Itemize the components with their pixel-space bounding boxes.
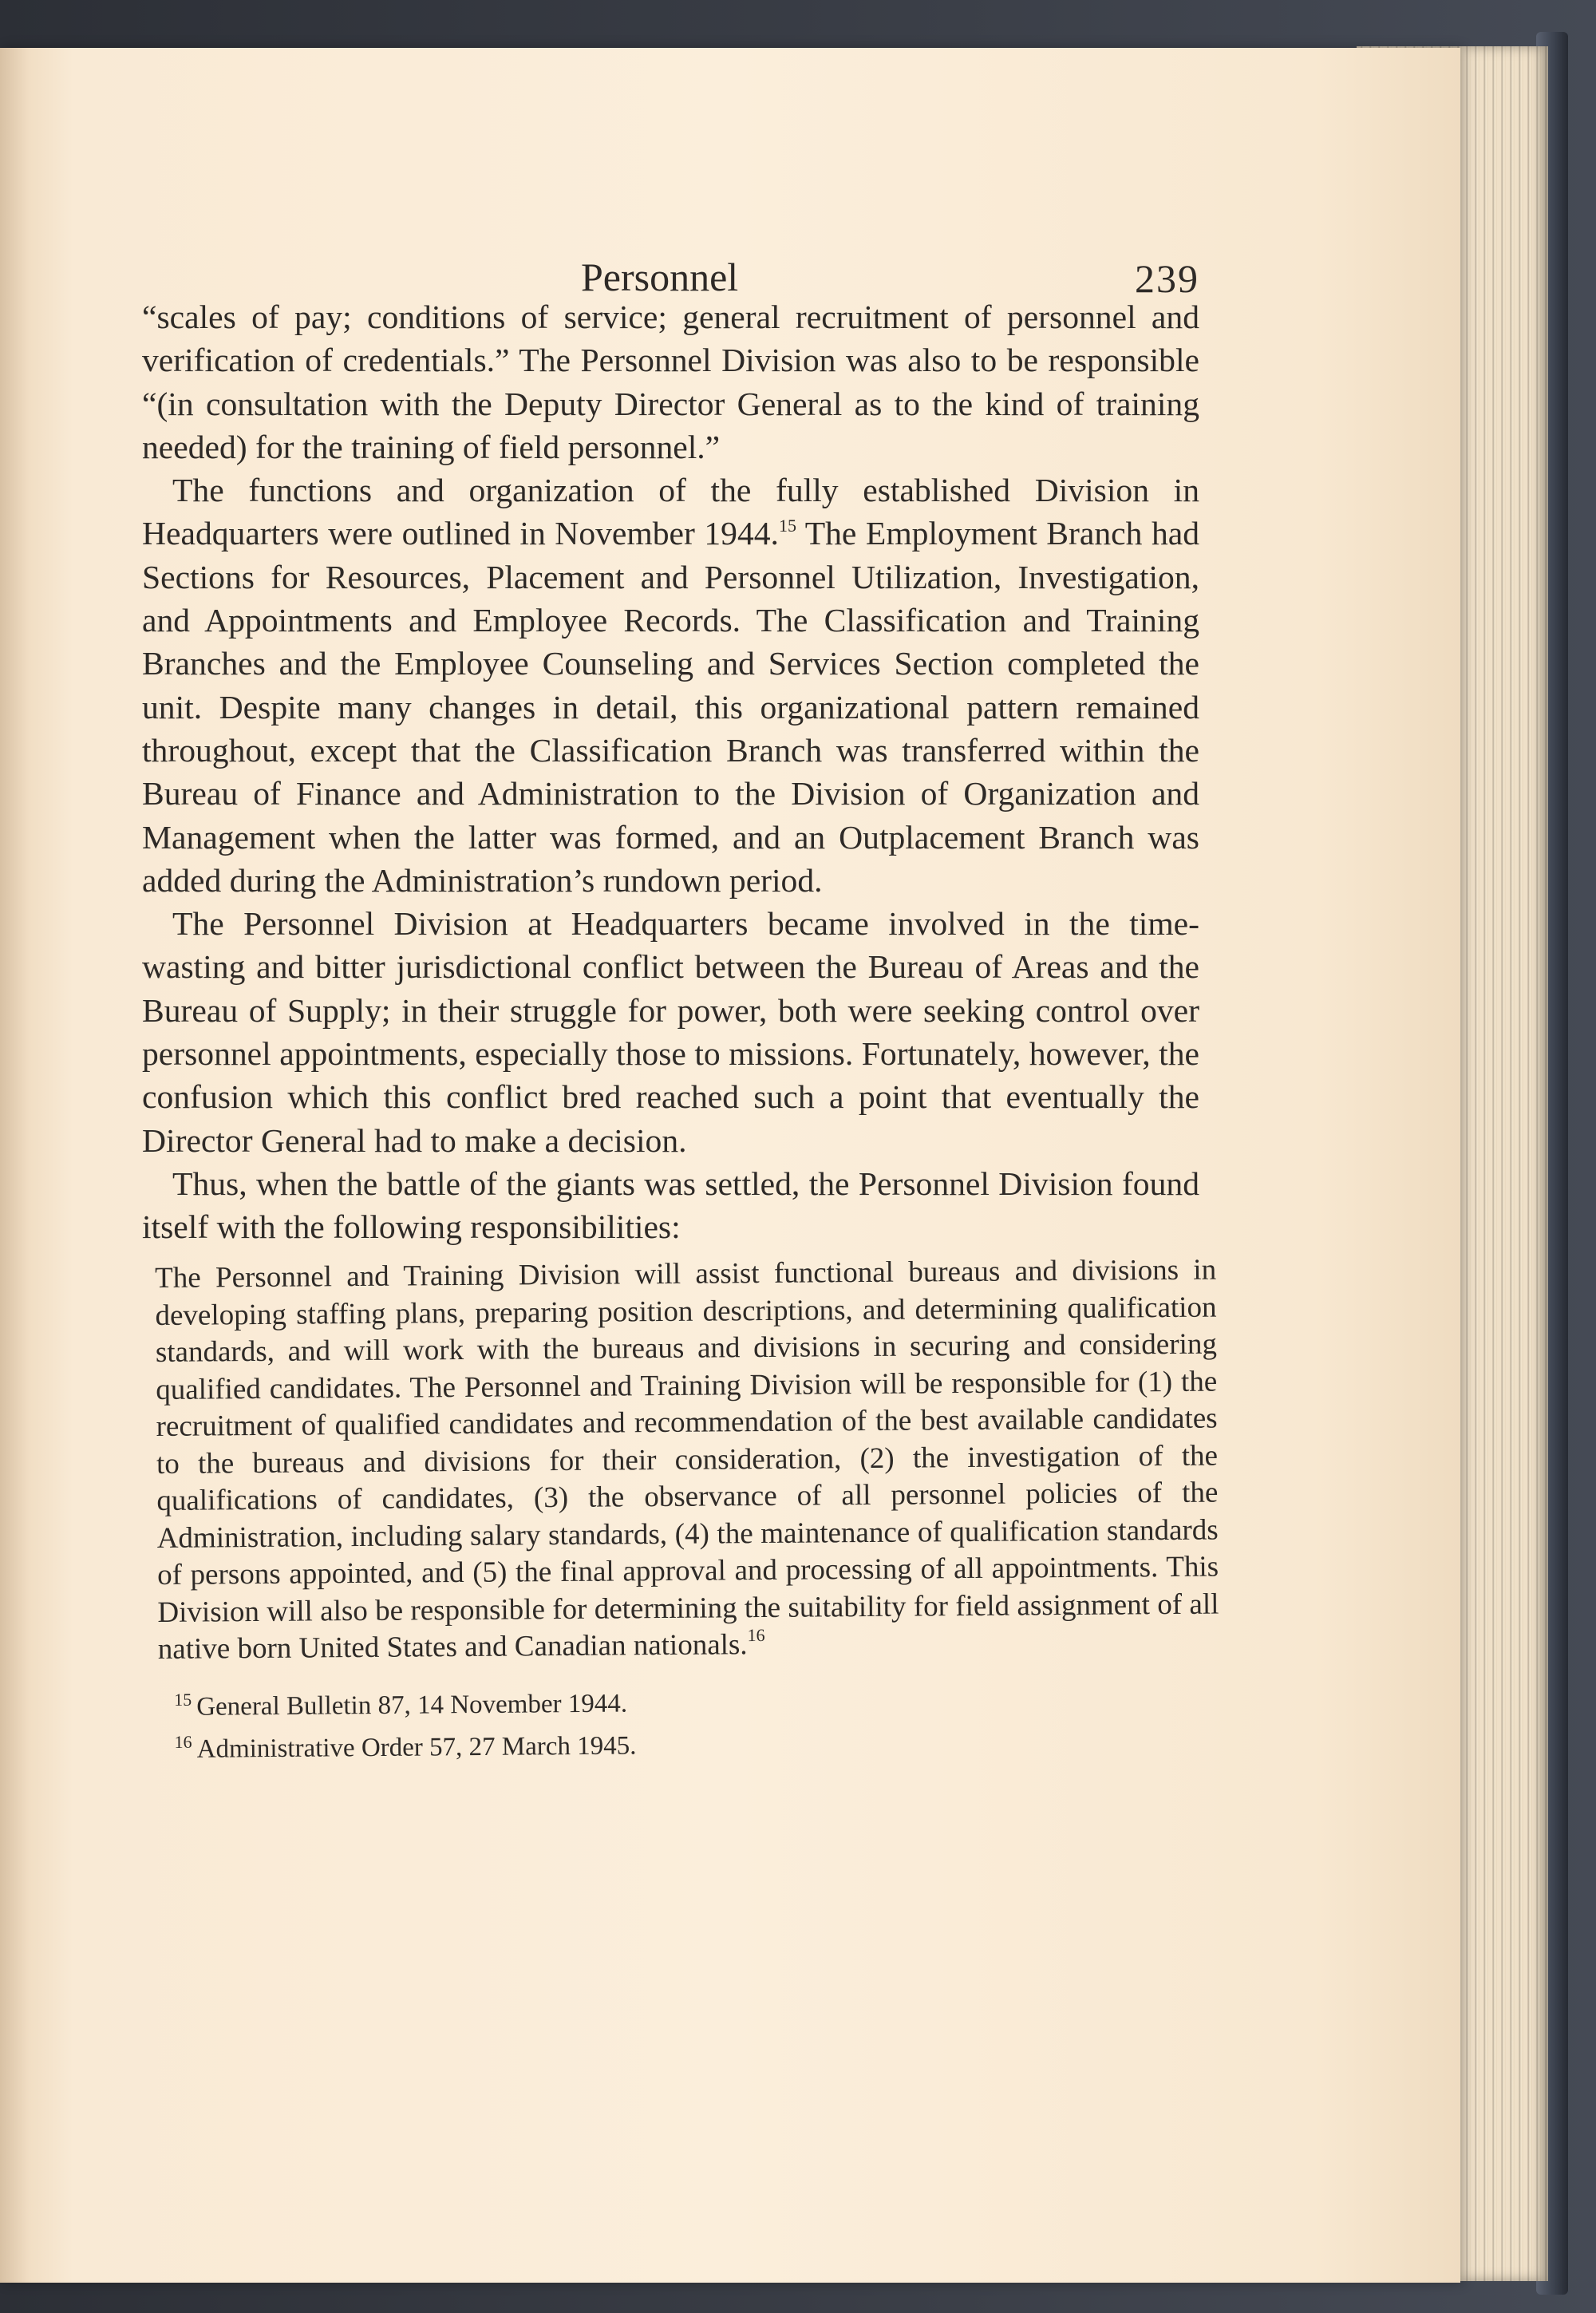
chapter-title: Personnel [581, 255, 739, 299]
footnote-ref-15: 15 [778, 516, 796, 536]
footnote-16 [174, 1717, 1199, 1767]
footnotes [174, 1674, 1200, 1767]
paragraph-2-text-before: The functions and organization of the fully established Division in Headquarters were outlined in November 1944. [142, 472, 1199, 552]
paragraph-4: Thus, when the battle of the giants was settled, the Personnel Division found itself with the following responsibilities: [142, 1164, 1199, 1246]
paragraph-3: The Personnel Division at Headquarters became involved in the time-wasting and bitter jurisdictional conflict between the Bureau of Areas and the Bureau of Supply; in their struggle for power, both were seeking control over personnel appointments, especially those to missions. Fortunately, however, the confusion which this conflict bred reached such a point that eventually the Director General had to make a decision. [142, 905, 1199, 1159]
page-text-block [142, 208, 1219, 1767]
footnote-16-text: Administrative Order 57, 27 March 1945. [196, 1731, 637, 1764]
block-quote [155, 1251, 1219, 1668]
page-number: 239 [1135, 256, 1199, 301]
paragraph-2 [142, 469, 1199, 902]
paragraph-2-text-after: The Employment Branch had Sections for Resources, Placement and Personnel Utilization, Investigation, and Appointments and Employee Records. The Classification and Training Branches and the Employee Counseling and Services Section completed the unit. Despite many changes in detail, this organizational pattern remained throughout, except that the Classification Branch was transferred within the Bureau of Finance and Administration to the Division of Organization and Management when the latter was formed, and an Outplacement Branch was added during the Administration’s rundown period. [142, 515, 1199, 899]
footnote-16-mark: 16 [174, 1731, 192, 1753]
footnote-15-mark: 15 [174, 1689, 192, 1710]
block-quote-text: The Personnel and Training Division will assist functional bureaus and divisions in developing staffing plans, preparing position descriptions, and determining qualification standards, and will work with the bureaus and divisions in securing and considering qualified candidates. The Personnel and Training Division will be responsible for (1) the recruitment of qualified candidates and recommendation of the best available candidates to the bureaus and divisions for their consideration, (2) the investigation of the qualifications of candidates, (3) the observance of all personnel policies of the Administration, including salary standards, (4) the maintenance of qualification standards of persons appointed, and (5) the final approval and processing of all appointments. This Division will also be responsible for determining the suitability for field assignment of all native born United States and Canadian nationals. [155, 1253, 1219, 1666]
paragraph-1: “scales of pay; conditions of service; general recruitment of personnel and verification of credentials.” The Personnel Division was also to be responsible “(in consultation with the Deputy Director General as to the kind of training needed) for the training of field personnel.” [142, 299, 1199, 465]
footnote-ref-16: 16 [747, 1624, 765, 1645]
book-page [0, 48, 1460, 2283]
running-head [142, 208, 1199, 301]
footnote-15-text: General Bulletin 87, 14 November 1944. [196, 1689, 628, 1722]
